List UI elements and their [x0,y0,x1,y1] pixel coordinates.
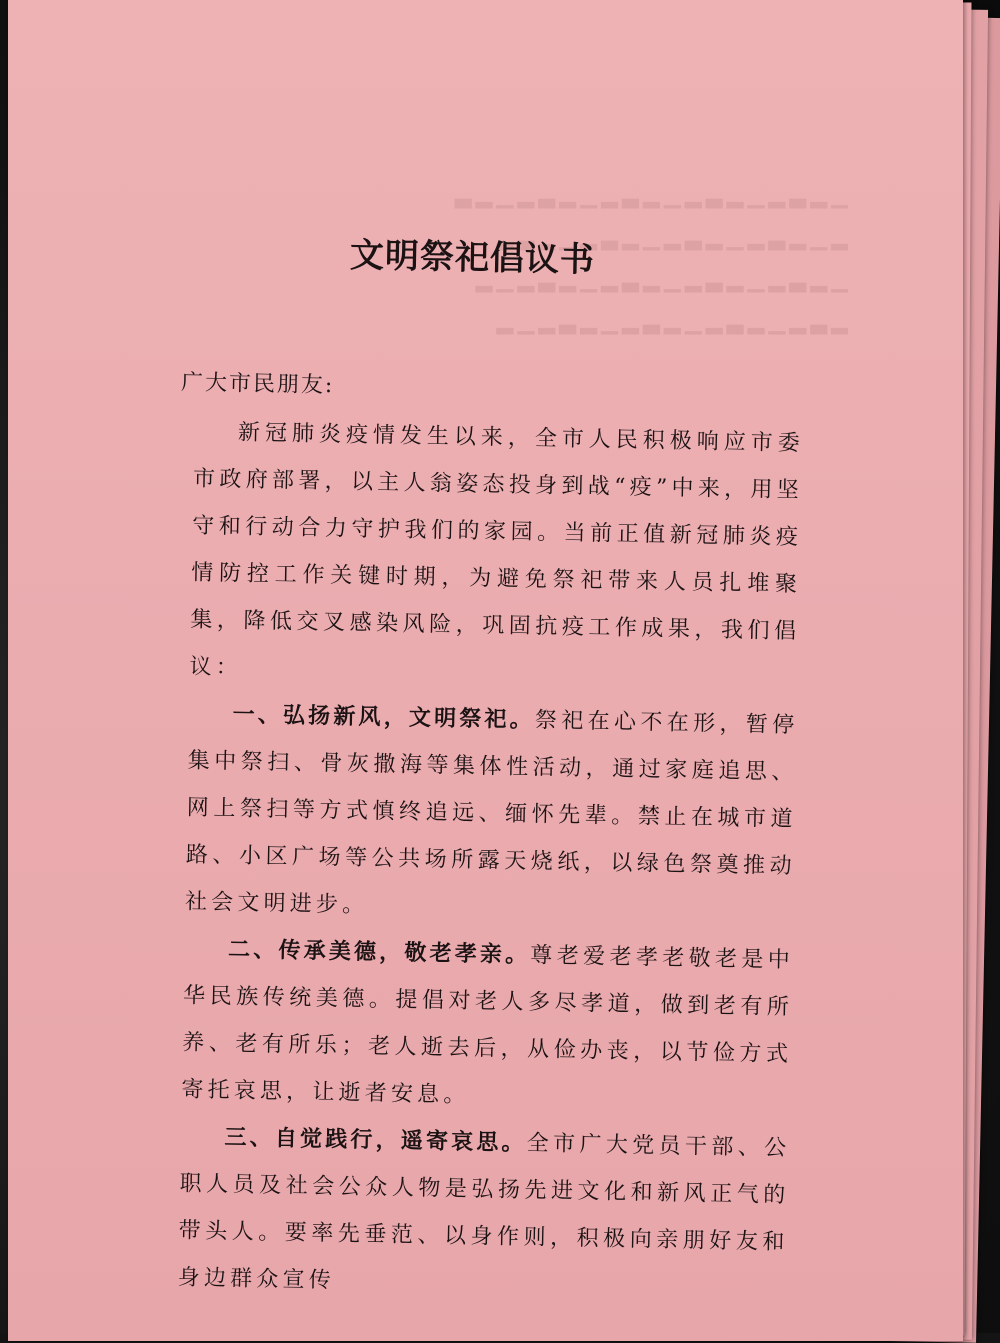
proposal-2-heading: 二、传承美德，敬老孝亲。 [227,937,531,969]
proposal-2-text: 尊老爱老孝老敬老是中华民族传统美德。提倡对老人多尽孝道，做到老有所养、老有所乐；老人逝去后，从俭办丧，以节俭方式寄托哀思，让逝者安息。 [181,943,795,1108]
proposal-3-heading: 三、自觉践行，遥寄哀思。 [224,1125,527,1157]
proposal-3-text: 全市广大党员干部、公职人员及社会公众人物是弘扬先进文化和新风正气的带头人。要率先垂范、以身作则，积极向亲朋好友和身边群众宣传 [177,1131,791,1294]
show-through-text: ▁▂▃▂▁▂▃▂▁▂▃▂▁▂▃▂▁▂▃ ▂▁▂▃▂▁▂▃▂▁▂▃▂▁▂▃▂ ▁▂▃▂▁▂▃▂▁▂▃▂▁▂▃▂▁▂ ▂▃▂▁▂▃▂▁▂▃▂▁▂▃▂▁▂ [450,184,848,335]
proposal-1 [185,690,799,937]
document-page [8,0,963,1341]
document-body [147,224,868,1314]
proposal-2 [181,925,794,1125]
proposal-1-text: 祭祀在心不在形，暂停集中祭扫、骨灰撒海等集体性活动，通过家庭追思、网上祭扫等方式慎终追远、缅怀先辈。禁止在城市道路、小区广场等公共场所露天烧纸，以绿色祭奠推动社会文明进步。 [184,708,799,918]
intro-paragraph: 新冠肺炎疫情发生以来，全市人民积极响应市委市政府部署，以主人翁姿态投身到战“疫”中来，用坚守和行动合力守护我们的家园。当前正值新冠肺炎疫情防控工作关键时期，为避免祭祀带来人员扎堆聚集，降低交叉感染风险，巩固抗疫工作成果，我们倡议： [189,420,805,681]
document-title: 文明祭祀倡议书 [349,235,596,281]
salutation: 广大市民朋友: [180,370,335,399]
proposal-3 [177,1113,790,1313]
proposal-1-heading: 一、弘扬新风，文明祭祀。 [232,702,536,734]
